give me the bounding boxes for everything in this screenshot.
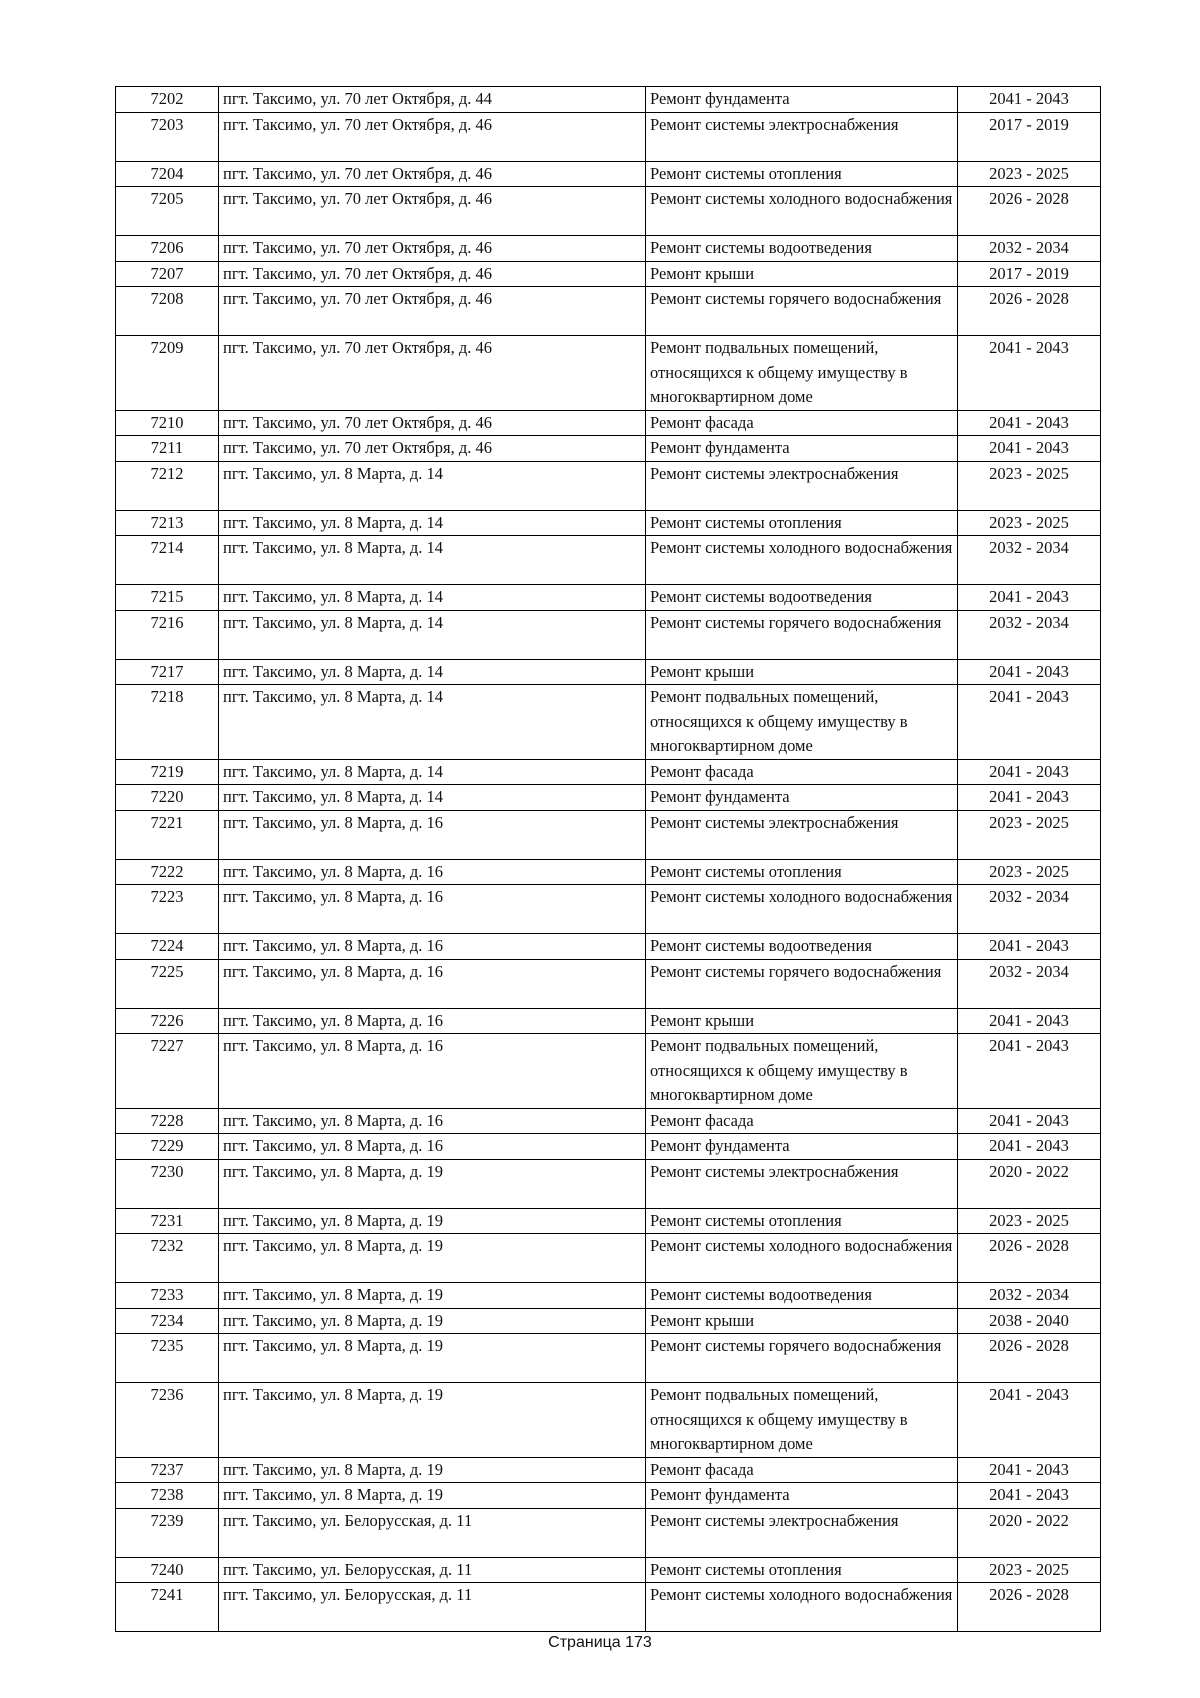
work-type-cell: Ремонт системы отопления — [646, 1557, 958, 1583]
period-cell: 2041 - 2043 — [958, 659, 1101, 685]
work-type-cell: Ремонт системы холодного водоснабжения — [646, 1234, 958, 1283]
table-row — [116, 1159, 1101, 1208]
period-cell: 2026 - 2028 — [958, 1234, 1101, 1283]
row-number: 7237 — [116, 1457, 219, 1483]
period-cell: 2023 - 2025 — [958, 810, 1101, 859]
work-type-cell: Ремонт системы холодного водоснабжения — [646, 885, 958, 934]
table-row — [116, 1557, 1101, 1583]
table-row — [116, 1283, 1101, 1309]
table-row — [116, 810, 1101, 859]
work-type-cell: Ремонт фундамента — [646, 785, 958, 811]
row-number: 7224 — [116, 934, 219, 960]
table-row — [116, 759, 1101, 785]
table-row — [116, 1508, 1101, 1557]
table-row — [116, 510, 1101, 536]
row-number: 7238 — [116, 1483, 219, 1509]
row-number: 7215 — [116, 585, 219, 611]
work-type-cell: Ремонт фасада — [646, 1457, 958, 1483]
period-cell: 2041 - 2043 — [958, 1108, 1101, 1134]
work-type-cell: Ремонт системы электроснабжения — [646, 461, 958, 510]
row-number: 7220 — [116, 785, 219, 811]
work-type-cell: Ремонт фасада — [646, 410, 958, 436]
row-number: 7241 — [116, 1583, 219, 1632]
row-number: 7226 — [116, 1008, 219, 1034]
page-number: Страница 173 — [548, 1634, 652, 1651]
address-cell: пгт. Таксимо, ул. 8 Марта, д. 16 — [219, 959, 646, 1008]
table-row — [116, 236, 1101, 262]
period-cell: 2041 - 2043 — [958, 410, 1101, 436]
address-cell: пгт. Таксимо, ул. 8 Марта, д. 14 — [219, 461, 646, 510]
work-type-cell: Ремонт системы холодного водоснабжения — [646, 1583, 958, 1632]
row-number: 7234 — [116, 1308, 219, 1334]
work-type-cell: Ремонт системы горячего водоснабжения — [646, 610, 958, 659]
work-type-cell: Ремонт системы водоотведения — [646, 585, 958, 611]
row-number: 7206 — [116, 236, 219, 262]
work-type-cell: Ремонт фундамента — [646, 87, 958, 113]
period-cell: 2032 - 2034 — [958, 536, 1101, 585]
table-row — [116, 1308, 1101, 1334]
address-cell: пгт. Таксимо, ул. 70 лет Октября, д. 44 — [219, 87, 646, 113]
row-number: 7233 — [116, 1283, 219, 1309]
address-cell: пгт. Таксимо, ул. Белорусская, д. 11 — [219, 1557, 646, 1583]
period-cell: 2041 - 2043 — [958, 87, 1101, 113]
work-type-cell: Ремонт подвальных помещений, относящихся к общему имуществу в многоквартирном доме — [646, 336, 958, 411]
table-row — [116, 1234, 1101, 1283]
address-cell: пгт. Таксимо, ул. 8 Марта, д. 19 — [219, 1208, 646, 1234]
address-cell: пгт. Таксимо, ул. 70 лет Октября, д. 46 — [219, 287, 646, 336]
table-row — [116, 1208, 1101, 1234]
table-row — [116, 1134, 1101, 1160]
row-number: 7211 — [116, 436, 219, 462]
row-number: 7209 — [116, 336, 219, 411]
row-number: 7222 — [116, 859, 219, 885]
table-row — [116, 436, 1101, 462]
address-cell: пгт. Таксимо, ул. 8 Марта, д. 14 — [219, 510, 646, 536]
work-type-cell: Ремонт крыши — [646, 261, 958, 287]
period-cell: 2032 - 2034 — [958, 236, 1101, 262]
table-row — [116, 287, 1101, 336]
period-cell: 2032 - 2034 — [958, 1283, 1101, 1309]
period-cell: 2032 - 2034 — [958, 885, 1101, 934]
table-row — [116, 1108, 1101, 1134]
table-row — [116, 785, 1101, 811]
table-row — [116, 1383, 1101, 1458]
work-type-cell: Ремонт фундамента — [646, 1483, 958, 1509]
table-row — [116, 112, 1101, 161]
address-cell: пгт. Таксимо, ул. Белорусская, д. 11 — [219, 1508, 646, 1557]
row-number: 7219 — [116, 759, 219, 785]
row-number: 7240 — [116, 1557, 219, 1583]
address-cell: пгт. Таксимо, ул. 70 лет Октября, д. 46 — [219, 112, 646, 161]
work-type-cell: Ремонт системы электроснабжения — [646, 112, 958, 161]
row-number: 7232 — [116, 1234, 219, 1283]
work-type-cell: Ремонт крыши — [646, 659, 958, 685]
table-row — [116, 1483, 1101, 1509]
capital-repair-table — [115, 86, 1101, 1632]
period-cell: 2032 - 2034 — [958, 610, 1101, 659]
work-type-cell: Ремонт системы горячего водоснабжения — [646, 287, 958, 336]
period-cell: 2041 - 2043 — [958, 585, 1101, 611]
period-cell: 2041 - 2043 — [958, 1134, 1101, 1160]
work-type-cell: Ремонт системы электроснабжения — [646, 1159, 958, 1208]
address-cell: пгт. Таксимо, ул. 8 Марта, д. 16 — [219, 859, 646, 885]
table-row — [116, 859, 1101, 885]
row-number: 7216 — [116, 610, 219, 659]
address-cell: пгт. Таксимо, ул. Белорусская, д. 11 — [219, 1583, 646, 1632]
address-cell: пгт. Таксимо, ул. 70 лет Октября, д. 46 — [219, 161, 646, 187]
row-number: 7235 — [116, 1334, 219, 1383]
period-cell: 2020 - 2022 — [958, 1508, 1101, 1557]
period-cell: 2023 - 2025 — [958, 859, 1101, 885]
period-cell: 2041 - 2043 — [958, 934, 1101, 960]
period-cell: 2023 - 2025 — [958, 1208, 1101, 1234]
work-type-cell: Ремонт системы водоотведения — [646, 236, 958, 262]
row-number: 7202 — [116, 87, 219, 113]
period-cell: 2023 - 2025 — [958, 1557, 1101, 1583]
address-cell: пгт. Таксимо, ул. 8 Марта, д. 16 — [219, 1034, 646, 1109]
row-number: 7218 — [116, 685, 219, 760]
address-cell: пгт. Таксимо, ул. 8 Марта, д. 16 — [219, 885, 646, 934]
period-cell: 2041 - 2043 — [958, 1008, 1101, 1034]
period-cell: 2020 - 2022 — [958, 1159, 1101, 1208]
work-type-cell: Ремонт системы водоотведения — [646, 934, 958, 960]
row-number: 7213 — [116, 510, 219, 536]
table-row — [116, 161, 1101, 187]
period-cell: 2026 - 2028 — [958, 1583, 1101, 1632]
row-number: 7239 — [116, 1508, 219, 1557]
period-cell: 2017 - 2019 — [958, 261, 1101, 287]
row-number: 7230 — [116, 1159, 219, 1208]
address-cell: пгт. Таксимо, ул. 8 Марта, д. 14 — [219, 685, 646, 760]
address-cell: пгт. Таксимо, ул. 8 Марта, д. 14 — [219, 610, 646, 659]
table-row — [116, 461, 1101, 510]
period-cell: 2026 - 2028 — [958, 1334, 1101, 1383]
table-row — [116, 1008, 1101, 1034]
table-row — [116, 336, 1101, 411]
row-number: 7204 — [116, 161, 219, 187]
period-cell: 2032 - 2034 — [958, 959, 1101, 1008]
table-row — [116, 261, 1101, 287]
table-row — [116, 410, 1101, 436]
table-body — [116, 87, 1101, 1632]
address-cell: пгт. Таксимо, ул. 8 Марта, д. 19 — [219, 1234, 646, 1283]
work-type-cell: Ремонт крыши — [646, 1308, 958, 1334]
row-number: 7214 — [116, 536, 219, 585]
row-number: 7236 — [116, 1383, 219, 1458]
address-cell: пгт. Таксимо, ул. 8 Марта, д. 19 — [219, 1383, 646, 1458]
work-type-cell: Ремонт подвальных помещений, относящихся к общему имуществу в многоквартирном доме — [646, 1034, 958, 1109]
row-number: 7223 — [116, 885, 219, 934]
period-cell: 2041 - 2043 — [958, 336, 1101, 411]
address-cell: пгт. Таксимо, ул. 8 Марта, д. 16 — [219, 934, 646, 960]
address-cell: пгт. Таксимо, ул. 8 Марта, д. 16 — [219, 1134, 646, 1160]
work-type-cell: Ремонт фундамента — [646, 1134, 958, 1160]
row-number: 7227 — [116, 1034, 219, 1109]
address-cell: пгт. Таксимо, ул. 8 Марта, д. 16 — [219, 810, 646, 859]
table-row — [116, 1034, 1101, 1109]
period-cell: 2023 - 2025 — [958, 461, 1101, 510]
address-cell: пгт. Таксимо, ул. 70 лет Октября, д. 46 — [219, 236, 646, 262]
work-type-cell: Ремонт системы отопления — [646, 510, 958, 536]
row-number: 7212 — [116, 461, 219, 510]
period-cell: 2041 - 2043 — [958, 1483, 1101, 1509]
period-cell: 2038 - 2040 — [958, 1308, 1101, 1334]
work-type-cell: Ремонт фасада — [646, 1108, 958, 1134]
row-number: 7208 — [116, 287, 219, 336]
address-cell: пгт. Таксимо, ул. 8 Марта, д. 14 — [219, 785, 646, 811]
address-cell: пгт. Таксимо, ул. 8 Марта, д. 19 — [219, 1457, 646, 1483]
period-cell: 2041 - 2043 — [958, 685, 1101, 760]
address-cell: пгт. Таксимо, ул. 70 лет Октября, д. 46 — [219, 336, 646, 411]
table-row — [116, 1457, 1101, 1483]
address-cell: пгт. Таксимо, ул. 8 Марта, д. 16 — [219, 1008, 646, 1034]
work-type-cell: Ремонт системы горячего водоснабжения — [646, 1334, 958, 1383]
work-type-cell: Ремонт системы водоотведения — [646, 1283, 958, 1309]
period-cell: 2041 - 2043 — [958, 1457, 1101, 1483]
table-row — [116, 585, 1101, 611]
work-type-cell: Ремонт системы холодного водоснабжения — [646, 536, 958, 585]
address-cell: пгт. Таксимо, ул. 70 лет Октября, д. 46 — [219, 261, 646, 287]
row-number: 7210 — [116, 410, 219, 436]
period-cell: 2041 - 2043 — [958, 1034, 1101, 1109]
row-number: 7203 — [116, 112, 219, 161]
address-cell: пгт. Таксимо, ул. 8 Марта, д. 16 — [219, 1108, 646, 1134]
table-row — [116, 1334, 1101, 1383]
period-cell: 2026 - 2028 — [958, 187, 1101, 236]
work-type-cell: Ремонт системы горячего водоснабжения — [646, 959, 958, 1008]
address-cell: пгт. Таксимо, ул. 8 Марта, д. 14 — [219, 759, 646, 785]
period-cell: 2023 - 2025 — [958, 510, 1101, 536]
address-cell: пгт. Таксимо, ул. 70 лет Октября, д. 46 — [219, 436, 646, 462]
address-cell: пгт. Таксимо, ул. 8 Марта, д. 19 — [219, 1159, 646, 1208]
period-cell: 2023 - 2025 — [958, 161, 1101, 187]
row-number: 7228 — [116, 1108, 219, 1134]
work-type-cell: Ремонт системы электроснабжения — [646, 1508, 958, 1557]
table-row — [116, 1583, 1101, 1632]
period-cell: 2017 - 2019 — [958, 112, 1101, 161]
table-row — [116, 934, 1101, 960]
table-row — [116, 187, 1101, 236]
address-cell: пгт. Таксимо, ул. 8 Марта, д. 14 — [219, 536, 646, 585]
period-cell: 2041 - 2043 — [958, 1383, 1101, 1458]
table-row — [116, 87, 1101, 113]
row-number: 7205 — [116, 187, 219, 236]
period-cell: 2041 - 2043 — [958, 436, 1101, 462]
period-cell: 2041 - 2043 — [958, 759, 1101, 785]
address-cell: пгт. Таксимо, ул. 8 Марта, д. 19 — [219, 1283, 646, 1309]
period-cell: 2041 - 2043 — [958, 785, 1101, 811]
row-number: 7217 — [116, 659, 219, 685]
row-number: 7221 — [116, 810, 219, 859]
address-cell: пгт. Таксимо, ул. 70 лет Октября, д. 46 — [219, 410, 646, 436]
table-row — [116, 610, 1101, 659]
row-number: 7225 — [116, 959, 219, 1008]
work-type-cell: Ремонт подвальных помещений, относящихся к общему имуществу в многоквартирном доме — [646, 1383, 958, 1458]
table-row — [116, 685, 1101, 760]
address-cell: пгт. Таксимо, ул. 8 Марта, д. 19 — [219, 1483, 646, 1509]
period-cell: 2026 - 2028 — [958, 287, 1101, 336]
row-number: 7207 — [116, 261, 219, 287]
row-number: 7231 — [116, 1208, 219, 1234]
address-cell: пгт. Таксимо, ул. 8 Марта, д. 19 — [219, 1308, 646, 1334]
address-cell: пгт. Таксимо, ул. 8 Марта, д. 14 — [219, 659, 646, 685]
table-row — [116, 959, 1101, 1008]
address-cell: пгт. Таксимо, ул. 8 Марта, д. 14 — [219, 585, 646, 611]
work-type-cell: Ремонт крыши — [646, 1008, 958, 1034]
address-cell: пгт. Таксимо, ул. 70 лет Октября, д. 46 — [219, 187, 646, 236]
work-type-cell: Ремонт подвальных помещений, относящихся к общему имуществу в многоквартирном доме — [646, 685, 958, 760]
table-row — [116, 536, 1101, 585]
table-row — [116, 659, 1101, 685]
work-type-cell: Ремонт фундамента — [646, 436, 958, 462]
work-type-cell: Ремонт системы отопления — [646, 161, 958, 187]
work-type-cell: Ремонт фасада — [646, 759, 958, 785]
work-type-cell: Ремонт системы отопления — [646, 859, 958, 885]
work-type-cell: Ремонт системы отопления — [646, 1208, 958, 1234]
row-number: 7229 — [116, 1134, 219, 1160]
address-cell: пгт. Таксимо, ул. 8 Марта, д. 19 — [219, 1334, 646, 1383]
work-type-cell: Ремонт системы электроснабжения — [646, 810, 958, 859]
work-type-cell: Ремонт системы холодного водоснабжения — [646, 187, 958, 236]
table-row — [116, 885, 1101, 934]
